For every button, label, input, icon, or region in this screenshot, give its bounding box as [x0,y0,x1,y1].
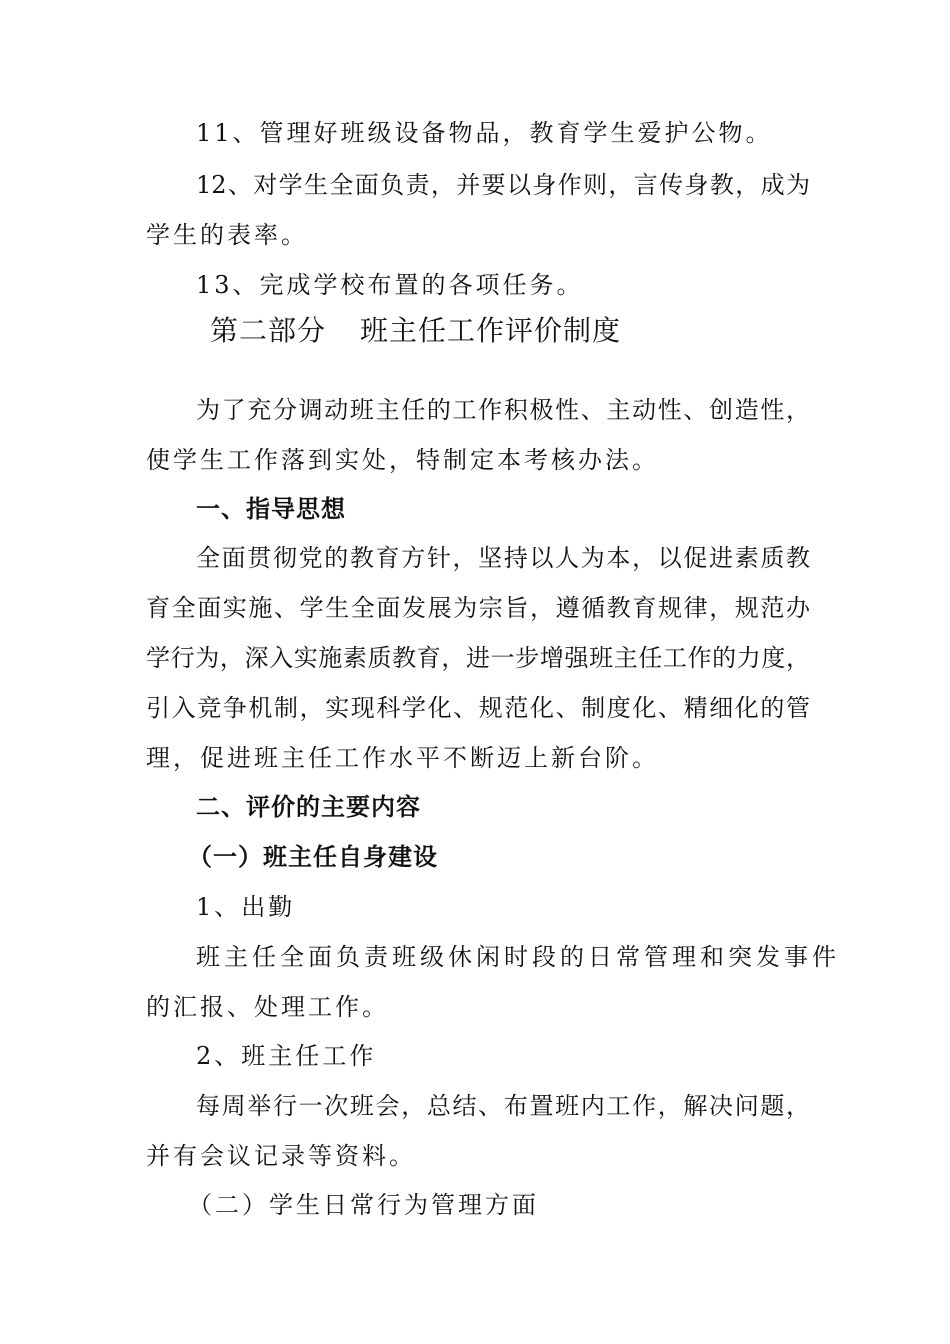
part-name: 班主任工作评价制度 [360,314,622,347]
attendance-line-2: 的汇报、处理工作。 [146,993,389,1021]
section1-line-2: 育全面实施、学生全面发展为宗旨，遵循教育规律，规范办 [146,594,810,622]
attendance-line-1: 班主任全面负责班级休闲时段的日常管理和突发事件 [196,943,840,971]
section-heading-evaluation-content: 二、评价的主要内容 [196,793,421,821]
section1-line-5: 理，促进班主任工作水平不断迈上新台阶。 [146,744,659,772]
item-12-line-1: 12、对学生全面负责，并要以身作则，言传身教，成为 [196,171,810,199]
section1-line-4: 引入竞争机制，实现科学化、规范化、制度化、精细化的管 [146,694,810,722]
item-13: 13、完成学校布置的各项任务。 [196,271,584,299]
headteacher-work-line-1: 每周举行一次班会，总结、布置班内工作，解决问题， [196,1092,810,1120]
item-12-line-2: 学生的表率。 [146,221,308,249]
item-headteacher-work-title: 2、班主任工作 [196,1042,377,1070]
item-11: 11、管理好班级设备物品，教育学生爱护公物。 [196,119,773,147]
section1-line-3: 学行为，深入实施素质教育，进一步增强班主任工作的力度， [146,644,810,672]
subsection-heading-self-building: （一）班主任自身建设 [188,843,438,871]
part-number: 第二部分 [210,314,327,347]
subsection-heading-student-behavior: （二）学生日常行为管理方面 [188,1191,539,1219]
item-attendance-title: 1、出勤 [196,893,296,921]
intro-line-1: 为了充分调动班主任的工作积极性、主动性、创造性， [196,396,810,424]
section1-line-1: 全面贯彻党的教育方针，坚持以人为本，以促进素质教 [196,544,810,572]
headteacher-work-line-2: 并有会议记录等资料。 [146,1142,416,1170]
part-title [210,314,621,348]
intro-line-2: 使学生工作落到实处，特制定本考核办法。 [146,446,659,474]
section-heading-guiding-thought: 一、指导思想 [196,495,346,523]
